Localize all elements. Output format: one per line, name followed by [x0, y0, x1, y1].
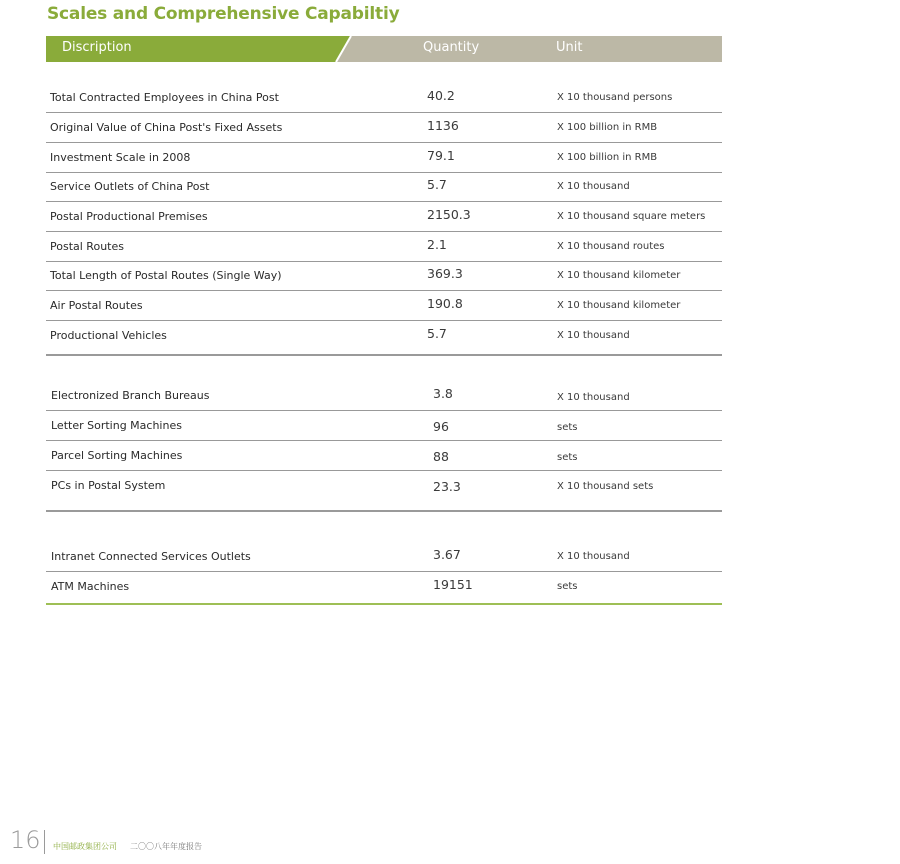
row-description: Letter Sorting Machines — [51, 419, 182, 432]
table-row — [46, 572, 722, 601]
row-unit: sets — [557, 581, 578, 592]
row-description: Total Contracted Employees in China Post — [50, 91, 279, 104]
row-quantity: 369.3 — [427, 266, 463, 281]
row-description: Intranet Connected Services Outlets — [51, 550, 251, 563]
row-unit: X 10 thousand sets — [557, 481, 654, 492]
row-quantity: 5.7 — [427, 326, 447, 341]
row-description: Total Length of Postal Routes (Single Way) — [50, 269, 282, 282]
row-unit: X 100 billion in RMB — [557, 152, 658, 163]
table-row — [46, 172, 722, 202]
row-description: ATM Machines — [51, 580, 130, 593]
row-description: Electronized Branch Bureaus — [51, 389, 210, 402]
row-unit: X 10 thousand — [557, 551, 630, 562]
row-unit: X 10 thousand kilometer — [557, 270, 681, 281]
row-unit: X 10 thousand — [557, 181, 630, 192]
table-row — [46, 471, 722, 500]
row-quantity: 79.1 — [427, 148, 455, 163]
row-unit: X 10 thousand kilometer — [557, 300, 681, 311]
row-description: PCs in Postal System — [51, 479, 166, 492]
table-row — [46, 542, 722, 572]
table-row — [46, 83, 722, 113]
row-unit: sets — [557, 452, 578, 463]
table-row — [46, 232, 722, 262]
row-unit: X 10 thousand — [557, 392, 630, 403]
header-quantity: Quantity — [423, 40, 480, 55]
table-row — [46, 291, 722, 321]
header-slant-band — [46, 36, 722, 62]
row-quantity: 1136 — [427, 118, 459, 133]
header-description: Discription — [62, 40, 132, 55]
row-quantity: 2.1 — [427, 237, 447, 252]
row-quantity: 3.8 — [433, 386, 453, 401]
page-title: Scales and Comprehensive Capabiltiy — [47, 4, 400, 24]
row-quantity: 23.3 — [433, 479, 461, 494]
row-quantity: 190.8 — [427, 296, 463, 311]
footer-divider — [44, 830, 45, 854]
row-description: Service Outlets of China Post — [50, 180, 210, 193]
table-row — [46, 321, 722, 350]
table-row — [46, 411, 722, 441]
row-quantity: 96 — [433, 419, 449, 434]
row-description: Investment Scale in 2008 — [50, 151, 191, 164]
row-quantity: 88 — [433, 449, 449, 464]
group-divider — [46, 510, 722, 512]
table-header — [46, 36, 722, 62]
table-end-divider — [46, 603, 722, 605]
row-unit: X 10 thousand — [557, 330, 630, 341]
row-unit: X 100 billion in RMB — [557, 122, 658, 133]
row-description: Productional Vehicles — [50, 329, 167, 342]
row-quantity: 5.7 — [427, 177, 447, 192]
table-row — [46, 441, 722, 471]
table-row — [46, 113, 722, 143]
row-quantity: 40.2 — [427, 88, 455, 103]
table-row — [46, 143, 722, 173]
row-description: Postal Routes — [50, 240, 124, 253]
row-unit: X 10 thousand persons — [557, 92, 673, 103]
organization-name: 中国邮政集团公司 — [53, 842, 117, 851]
row-description: Parcel Sorting Machines — [51, 449, 183, 462]
row-unit: X 10 thousand routes — [557, 241, 665, 252]
row-quantity: 2150.3 — [427, 207, 471, 222]
row-quantity: 3.67 — [433, 547, 461, 562]
row-quantity: 19151 — [433, 577, 473, 592]
row-unit: X 10 thousand square meters — [557, 211, 706, 222]
table-row — [46, 261, 722, 291]
group-divider — [46, 354, 722, 356]
row-description: Original Value of China Post's Fixed Assets — [50, 121, 283, 134]
report-title: 二〇〇八年年度报告 — [130, 842, 202, 851]
header-unit: Unit — [556, 40, 583, 55]
table-row — [46, 381, 722, 411]
table-row — [46, 202, 722, 232]
row-unit: sets — [557, 422, 578, 433]
page-number: 16 — [10, 826, 41, 854]
row-description: Postal Productional Premises — [50, 210, 208, 223]
row-description: Air Postal Routes — [50, 299, 143, 312]
